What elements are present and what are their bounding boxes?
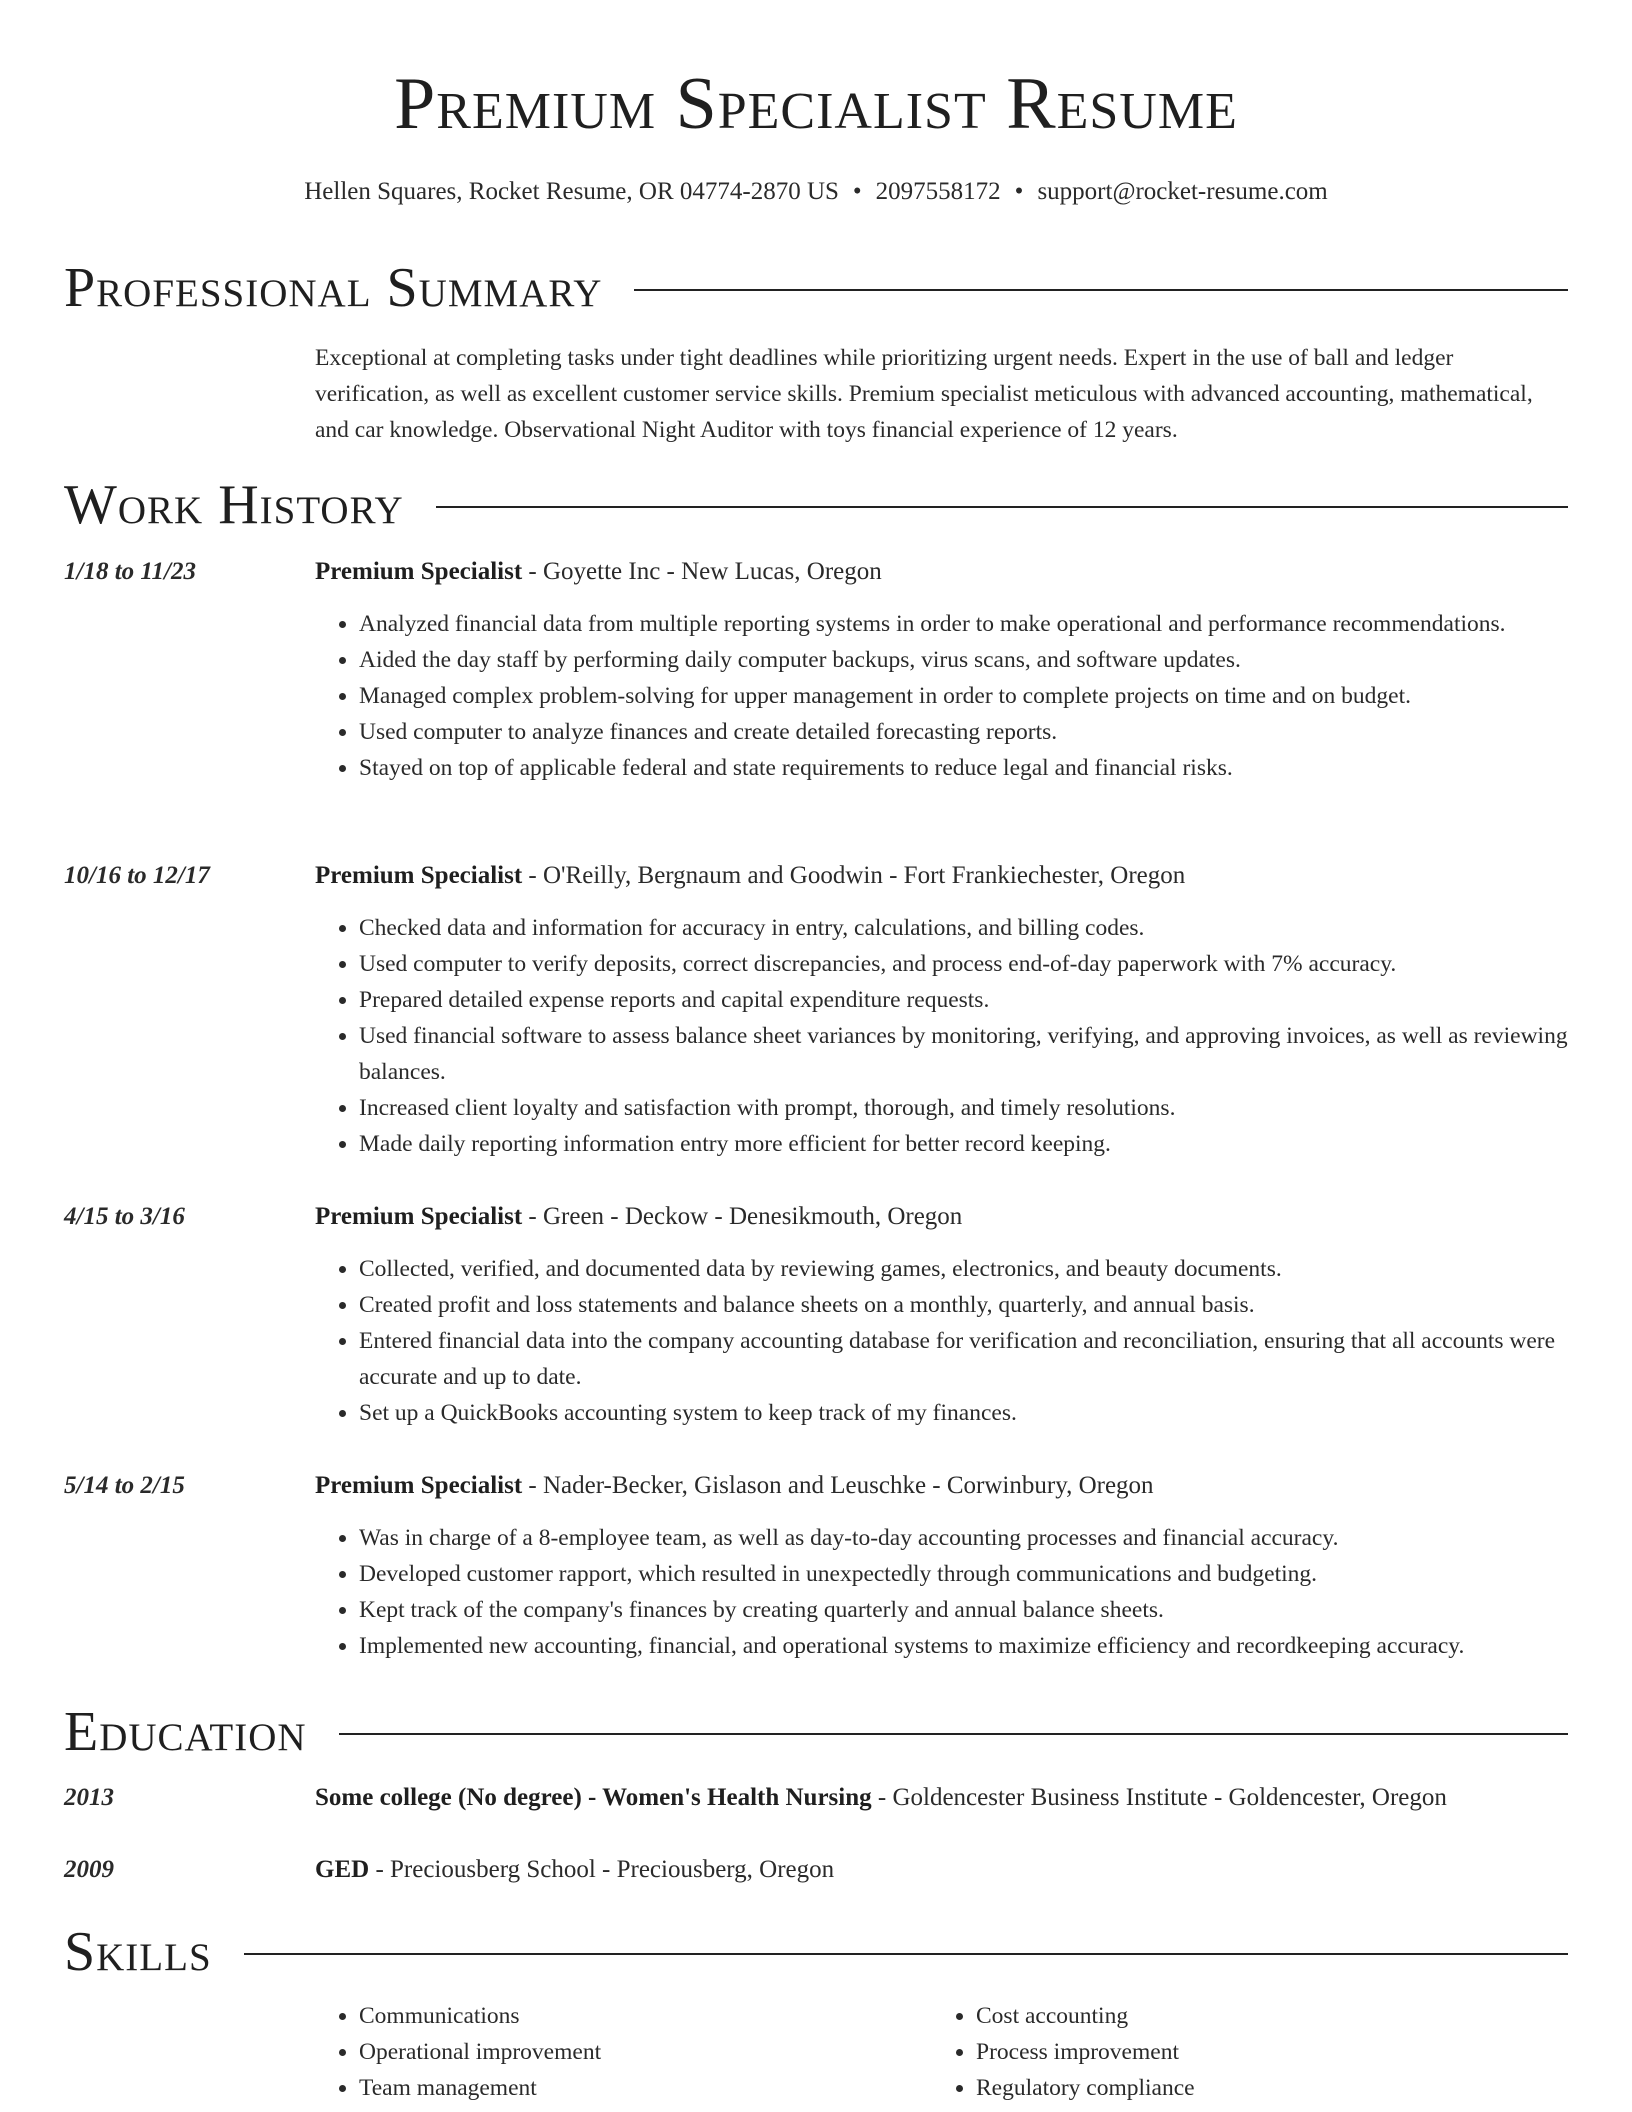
skill-item: • Process improvement: [976, 2034, 1195, 2070]
summary-text: Exceptional at completing tasks under tight deadlines while prioritizing urgent needs. Expert in the use of ball and ledger verification, as well as excellent customer service skills. Premium specialist meticulous with advanced accounting, mathematical, and car knowledge. Observational Night Auditor with toys financial experience of 12 years.: [315, 345, 1533, 443]
contact-address: Hellen Squares, Rocket Resume, OR 04774-2870 US: [304, 178, 839, 205]
job-bullets: [315, 606, 1568, 786]
skill-item: • Cost accounting: [976, 1998, 1195, 2034]
job-bullet: • Implemented new accounting, financial, and operational systems to maximize efficiency and recordkeeping accuracy.: [359, 1628, 1568, 1664]
section-title: Professional Summary: [64, 257, 603, 319]
section-divider: [244, 1953, 1568, 1955]
job-bullet: • Created profit and loss statements and balance sheets on a monthly, quarterly, and annual basis.: [359, 1287, 1568, 1323]
job-heading: [315, 554, 1568, 590]
contact-separator: •: [1014, 178, 1024, 205]
job-dates: 5/14 to 2/15: [64, 1472, 185, 1499]
job-dates: 1/18 to 11/23: [64, 558, 196, 585]
contact-phone: 2097558172: [875, 178, 1001, 205]
job-bullet: • Developed customer rapport, which resulted in unexpectedly through communications and budgeting.: [359, 1556, 1568, 1592]
job-employer: - Nader-Becker, Gislason and Leuschke - Corwinbury, Oregon: [522, 1472, 1154, 1499]
job-bullet: • Collected, verified, and documented data by reviewing games, electronics, and beauty documents.: [359, 1251, 1568, 1287]
education-year: 2013: [64, 1784, 114, 1811]
job-employer: - Green - Deckow - Denesikmouth, Oregon: [522, 1203, 963, 1230]
job-title: Premium Specialist: [315, 1203, 523, 1230]
job-bullet: • Managed complex problem-solving for upper management in order to complete projects on time and on budget.: [359, 678, 1568, 714]
section-title: Work History: [64, 474, 404, 536]
skill-item: • Team management: [359, 2070, 601, 2106]
job-bullet: • Used computer to verify deposits, correct discrepancies, and process end-of-day paperwork with 7% accuracy.: [359, 946, 1568, 982]
section-skills-heading: [64, 1922, 1568, 1982]
section-title: Education: [64, 1701, 307, 1763]
education-detail: [315, 1780, 1447, 1816]
job-heading: [315, 1199, 1568, 1235]
education-entry: [64, 1852, 1568, 1888]
job-employer: - O'Reilly, Bergnaum and Goodwin - Fort Frankiechester, Oregon: [522, 862, 1186, 889]
skills-list-right: [932, 1998, 1195, 2106]
skill-item: • Operational improvement: [359, 2034, 601, 2070]
job-heading: [315, 858, 1568, 894]
job-dates: 4/15 to 3/16: [64, 1203, 185, 1230]
job-bullet: • Kept track of the company's finances by creating quarterly and annual balance sheets.: [359, 1592, 1568, 1628]
section-divider: [339, 1733, 1568, 1735]
job-bullets: [315, 1251, 1568, 1431]
section-divider: [436, 506, 1568, 508]
job-bullet: • Stayed on top of applicable federal and state requirements to reduce legal and financial risks.: [359, 750, 1568, 786]
job-bullet: • Made daily reporting information entry more efficient for better record keeping.: [359, 1126, 1568, 1162]
job-bullet: • Set up a QuickBooks accounting system to keep track of my finances.: [359, 1395, 1568, 1431]
section-summary-heading: [64, 258, 1568, 318]
skill-item: • Regulatory compliance: [976, 2070, 1195, 2106]
job-bullet: • Was in charge of a 8-employee team, as well as day-to-day accounting processes and financial accuracy.: [359, 1520, 1568, 1556]
job-dates: 10/16 to 12/17: [64, 862, 210, 889]
job-bullet: • Increased client loyalty and satisfaction with prompt, thorough, and timely resolutions.: [359, 1090, 1568, 1126]
contact-email: support@rocket-resume.com: [1037, 178, 1328, 205]
job-bullet: • Used financial software to assess balance sheet variances by monitoring, verifying, and approving invoices, as well as reviewing balances.: [359, 1018, 1568, 1090]
education-entry: [64, 1780, 1568, 1816]
skill-item: • Communications: [359, 1998, 601, 2034]
education-school: - Preciousberg School - Preciousberg, Oregon: [369, 1856, 835, 1883]
contact-line: [0, 176, 1632, 208]
job-employer: - Goyette Inc - New Lucas, Oregon: [522, 558, 882, 585]
job-title: Premium Specialist: [315, 1472, 523, 1499]
job-bullet: • Used computer to analyze finances and create detailed forecasting reports.: [359, 714, 1568, 750]
section-work-heading: [64, 475, 1568, 535]
job-title: Premium Specialist: [315, 558, 523, 585]
section-education-heading: [64, 1702, 1568, 1762]
job-heading: [315, 1468, 1568, 1504]
section-divider: [634, 289, 1568, 291]
education-degree: Some college (No degree) - Women's Health Nursing: [315, 1784, 872, 1811]
job-bullet: • Prepared detailed expense reports and capital expenditure requests.: [359, 982, 1568, 1018]
job-bullet: • Analyzed financial data from multiple reporting systems in order to make operational and performance recommendations.: [359, 606, 1568, 642]
job-bullet: • Aided the day staff by performing daily computer backups, virus scans, and software updates.: [359, 642, 1568, 678]
resume-title: Premium Specialist Resume: [394, 63, 1238, 145]
education-detail: [315, 1852, 834, 1888]
skills-list-left: [315, 1998, 601, 2106]
job-bullets: [315, 910, 1568, 1162]
job-bullet: • Entered financial data into the company accounting database for verification and reconciliation, ensuring that all accounts were accurate and up to date.: [359, 1323, 1568, 1395]
job-title: Premium Specialist: [315, 862, 523, 889]
education-school: - Goldencester Business Institute - Goldencester, Oregon: [871, 1784, 1447, 1811]
job-bullet: • Checked data and information for accuracy in entry, calculations, and billing codes.: [359, 910, 1568, 946]
section-title: Skills: [64, 1921, 212, 1983]
education-year: 2009: [64, 1856, 114, 1883]
job-bullets: [315, 1520, 1568, 1664]
contact-separator: •: [852, 178, 862, 205]
education-degree: GED: [315, 1856, 370, 1883]
